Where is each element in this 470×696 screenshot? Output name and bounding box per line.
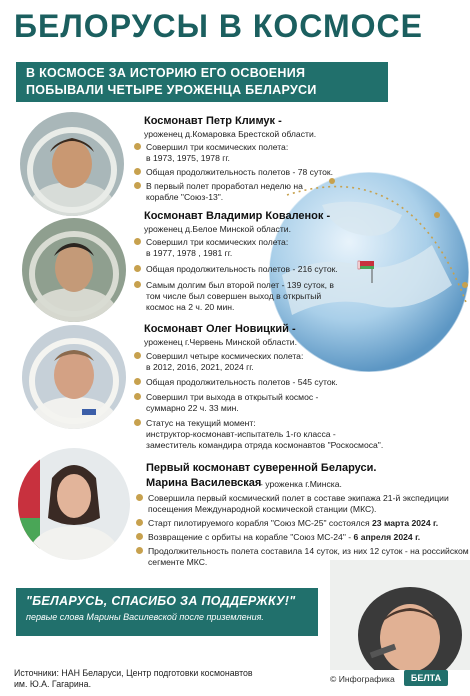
belta-logo: БЕЛТА [404,670,448,686]
landing-photo [330,560,470,670]
fact-text: Старт пилотируемого корабля "Союз МС-25" состоялся [148,518,373,528]
bullet-dot [136,494,143,501]
marina-fact-1 [148,493,449,515]
portrait-vasilevskaya [18,448,130,560]
cosmonaut-2-origin: уроженец д.Белое Минской области. [144,224,291,234]
fact-line: Совершила первый космический полет в составе экипажа 21-й экспедиции [148,493,449,503]
bullet-dot [134,378,141,385]
fact-line: Совершил четыре космических полета: [146,351,304,361]
fact-line: Самым долгим был второй полет - 139 суток, в [146,280,334,290]
fact-line: Общая продолжительность полетов - 216 суток. [146,264,338,274]
sources-line: им. Ю.А. Гагарина. [14,679,92,689]
cosmonaut-1-name-suffix: - [275,115,282,127]
bullet-dot [134,238,141,245]
cosmonaut-2-name-suffix: - [323,210,331,222]
bullet-dot [134,352,141,359]
bullet-dot [136,533,143,540]
bullet-dot [134,182,141,189]
cosmonaut-3-fact-1 [146,351,303,373]
quote-banner [16,588,318,636]
fact-line: сегменте МКС. [148,557,208,567]
cosmonaut-1-name [144,115,282,127]
bullet-dot [134,143,141,150]
fact-line: корабле "Союз-13". [146,192,224,202]
fact-line: суммарно 22 ч. 33 мин. [146,403,239,413]
cosmonaut-3-name-text: Космонавт Олег Новицкий [144,323,289,335]
cosmonaut-2-name-text: Космонавт Владимир Коваленок [144,210,324,222]
bullet-dot [136,547,143,554]
fact-line: Статус на текущий момент: [146,418,256,428]
fact-line: Общая продолжительность полетов - 78 суток. [146,167,334,177]
cosmonaut-1-fact-1 [146,142,288,164]
cosmonaut-2-fact-3 [146,280,334,313]
bullet-dot [136,519,143,526]
fact-line: Общая продолжительность полетов - 545 суток. [146,377,338,387]
cosmonaut-3-name-suffix: - [288,323,296,335]
cosmonaut-3-fact-3 [146,392,318,414]
fact-line: Продолжительность полета составила 14 суток, из них 12 суток - на российском [148,546,469,556]
fact-line: посещения Международной космической станции (МКС). [148,504,377,514]
fact-line: Совершил три космических полета: [146,237,289,247]
fact-line: том числе был совершен выход в открытый [146,291,322,301]
portrait-kovalenok [22,218,126,322]
cosmonaut-2-fact-1 [146,237,288,259]
fact-line: космос на 2 ч. 20 мин. [146,302,235,312]
sources-line: Источники: НАН Беларуси, Центр подготовки космонавтов [14,668,253,678]
fact-line: инструктор-космонавт-испытатель 1-го класса - [146,429,336,439]
bullet-dot [134,168,141,175]
fact-line: Совершил три космических полета: [146,142,289,152]
cosmonaut-1-fact-3 [146,181,303,203]
fact-line: в 1973, 1975, 1978 гг. [146,153,230,163]
fact-line: в 1977, 1978 , 1981 гг. [146,248,233,258]
marina-fact-3 [148,532,420,543]
bullet-dot [134,419,141,426]
marina-name: Марина Василевская [146,477,262,489]
fact-date: 23 марта 2024 г. [372,518,439,528]
cosmonaut-3-fact-2 [146,377,338,388]
marina-heading: Первый космонавт суверенной Беларуси. [146,462,377,474]
bullet-dot [134,393,141,400]
cosmonaut-3-fact-4 [146,418,383,451]
fact-date: 6 апреля 2024 г. [353,532,421,542]
bullet-dot [134,281,141,288]
portrait-klimuk [20,112,124,216]
page-title: БЕЛОРУСЫ В КОСМОСЕ [14,8,423,44]
fact-line: в 2012, 2016, 2021, 2024 гг. [146,362,254,372]
cosmonaut-1-name-text: Космонавт Петр Климук [144,115,276,127]
fact-line: В первый полет проработал неделю на [146,181,303,191]
fact-text: Возвращение с орбиты на корабле "Союз МС-24" - [148,532,354,542]
cosmonaut-2-fact-2 [146,264,338,275]
sources [14,668,253,690]
subtitle-line-2: ПОБЫВАЛИ ЧЕТЫРЕ УРОЖЕНЦА БЕЛАРУСИ [26,83,317,97]
bullet-dot [134,265,141,272]
marina-origin: - уроженка г.Минска. [260,479,342,489]
fact-line: Совершил три выхода в открытый космос - [146,392,319,402]
portrait-novitsky [22,325,126,429]
fact-line: заместитель командира отряда космонавтов "Роскосмоса". [146,440,384,450]
quote-attribution: первые слова Марины Василевской после приземления. [26,612,264,622]
marina-fact-2 [148,518,438,529]
subtitle-banner [16,62,388,102]
cosmonaut-1-fact-2 [146,167,333,178]
quote-main: "БЕЛАРУСЬ, СПАСИБО ЗА ПОДДЕРЖКУ!" [26,594,296,608]
subtitle-line-1: В КОСМОСЕ ЗА ИСТОРИЮ ЕГО ОСВОЕНИЯ [26,66,306,80]
credit-text: © Инфографика [330,674,395,684]
cosmonaut-2-name [144,210,330,222]
cosmonaut-3-name [144,323,296,335]
cosmonaut-3-origin: уроженец г.Червень Минской области. [144,337,297,347]
cosmonaut-1-origin: уроженец д.Комаровка Брестской области. [144,129,317,139]
